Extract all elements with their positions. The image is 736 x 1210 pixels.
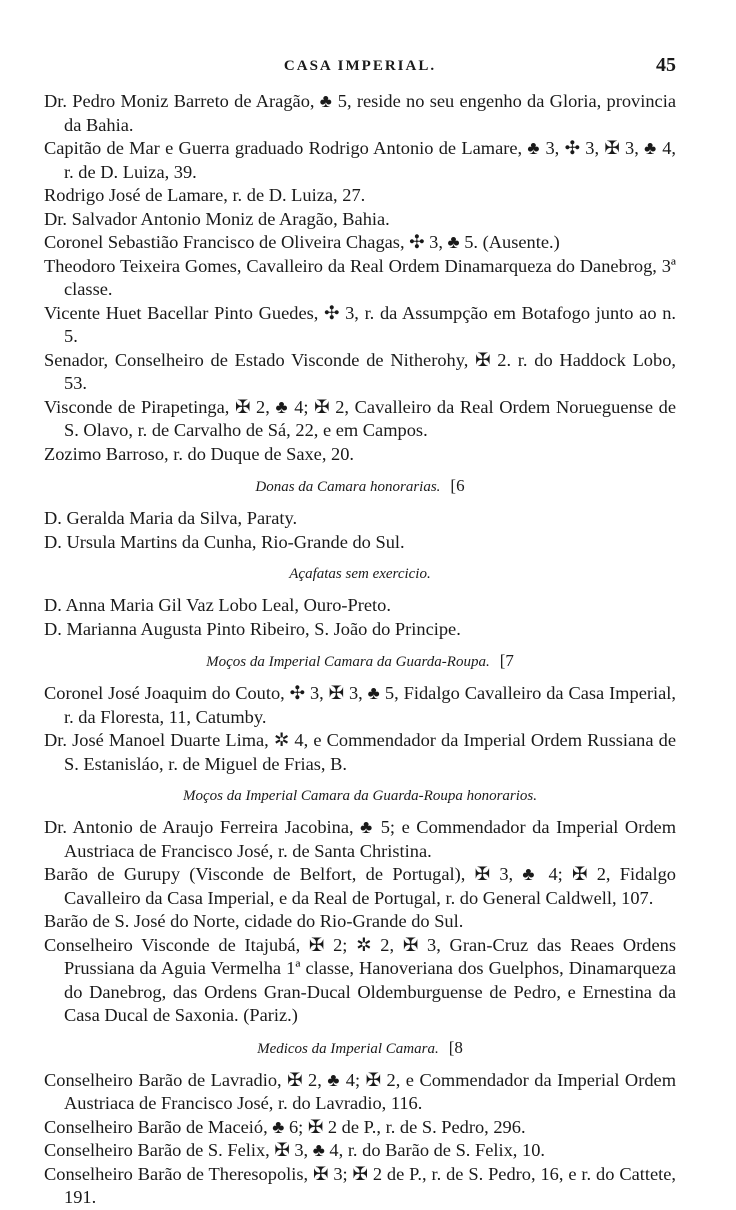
running-title: CASA IMPERIAL. <box>283 58 437 74</box>
entry: Barão de Gurupy (Visconde de Belfort, de Portugal), ✠ 3, ♣ 4; ✠ 2, Fidalgo Cavalleiro da Casa Imperial, e da Real de Portugal, r. do General Caldwell, 107. <box>44 864 676 908</box>
page-number: 45 <box>656 54 676 76</box>
section-heading-text: Moços da Imperial Camara da Guarda-Roupa. <box>206 654 490 670</box>
entry: Dr. Pedro Moniz Barreto de Aragão, ♣ 5, reside no seu engenho da Gloria, provincia da Bahia. <box>44 91 676 135</box>
entry: Theodoro Teixeira Gomes, Cavalleiro da Real Ordem Dinamarqueza do Danebrog, 3ª classe. <box>44 255 676 299</box>
entry: Senador, Conselheiro de Estado Visconde de Nitherohy, ✠ 2. r. do Haddock Lobo, 53. <box>44 349 676 393</box>
section-heading <box>44 651 676 672</box>
entry: Dr. José Manoel Duarte Lima, ✲ 4, e Commendador da Imperial Ordem Russiana de S. Estanisláo, r. de Miguel de Frias, B. <box>44 730 676 774</box>
section-heading-text: Medicos da Imperial Camara. <box>257 1040 439 1057</box>
entry: Capitão de Mar e Guerra graduado Rodrigo Antonio de Lamare, ♣ 3, ✣ 3, ✠ 3, ♣ 4, r. de D. Luiza, 39. <box>44 138 676 182</box>
entry: Conselheiro Barão de Lavradio, ✠ 2, ♣ 4; ✠ 2, e Commendador da Imperial Ordem Austriaca de Francisco José, r. do Lavradio, 116. <box>44 1069 676 1113</box>
entry: Visconde de Pirapetinga, ✠ 2, ♣ 4; ✠ 2, Cavalleiro da Real Ordem Norueguense de S. Olavo, r. de Carvalho de Sá, 22, e em Campos. <box>44 396 676 440</box>
section-heading-text: Moços da Imperial Camara da Guarda-Roupa honorarios. <box>182 788 538 804</box>
section-heading <box>44 564 676 584</box>
section-count: [6 <box>450 476 465 495</box>
entry: D. Ursula Martins da Cunha, Rio-Grande do Sul. <box>44 531 405 552</box>
section-heading-text: Donas da Camara honorarias. <box>255 479 441 495</box>
entry: Conselheiro Barão de Maceió, ♣ 6; ✠ 2 de P., r. de S. Pedro, 296. <box>44 1116 526 1137</box>
section-count: [7 <box>499 651 514 670</box>
entry: Dr. Salvador Antonio Moniz de Aragão, Bahia. <box>44 208 390 229</box>
entry: Coronel José Joaquim do Couto, ✣ 3, ✠ 3, ♣ 5, Fidalgo Cavalleiro da Casa Imperial, r. da Floresta, 11, Catumby. <box>44 683 676 727</box>
section-heading-text: Açafatas sem exercicio. <box>289 566 431 582</box>
entry: D. Marianna Augusta Pinto Ribeiro, S. João do Principe. <box>44 618 461 639</box>
entry: D. Anna Maria Gil Vaz Lobo Leal, Ouro-Preto. <box>44 595 391 615</box>
section-heading <box>44 1038 676 1059</box>
entry: Zozimo Barroso, r. do Duque de Saxe, 20. <box>44 443 355 464</box>
entry: Vicente Huet Bacellar Pinto Guedes, ✣ 3, r. da Assumpção em Botafogo junto ao n. 5. <box>44 302 676 346</box>
entry: Dr. Antonio de Araujo Ferreira Jacobina, ♣ 5; e Commendador da Imperial Ordem Austriaca de Francisco José, r. de Santa Christina. <box>44 817 676 861</box>
section-count: [8 <box>448 1037 463 1057</box>
entry: Coronel Sebastião Francisco de Oliveira Chagas, ✣ 3, ♣ 5. (Ausente.) <box>44 232 560 252</box>
section-heading <box>44 786 676 806</box>
entry-list-main <box>44 90 676 466</box>
entry: Conselheiro Visconde de Itajubá, ✠ 2; ✲ 2, ✠ 3, Gran-Cruz das Reaes Ordens Prussiana da Aguia Vermelha 1ª classe, Hanoveriana dos Guelphos, Dinamarqueza do Danebrog, das Ordens Gran-Ducal Oldemburguense de Pedro, e Ernestina da Casa Ducal de Saxonia. (Pariz.) <box>44 934 676 1025</box>
entry: Conselheiro Barão de S. Felix, ✠ 3, ♣ 4, r. do Barão de S. Felix, 10. <box>44 1140 545 1160</box>
entry: Rodrigo José de Lamare, r. de D. Luiza, 27. <box>44 185 366 205</box>
entry: Barão de S. José do Norte, cidade do Rio-Grande do Sul. <box>44 911 464 931</box>
entry: D. Geralda Maria da Silva, Paraty. <box>44 508 298 528</box>
entry: Conselheiro Barão de Theresopolis, ✠ 3; ✠ 2 de P., r. de S. Pedro, 16, e r. do Cattete, 191. <box>44 1163 676 1207</box>
section-heading <box>44 476 676 497</box>
running-head <box>44 54 676 84</box>
